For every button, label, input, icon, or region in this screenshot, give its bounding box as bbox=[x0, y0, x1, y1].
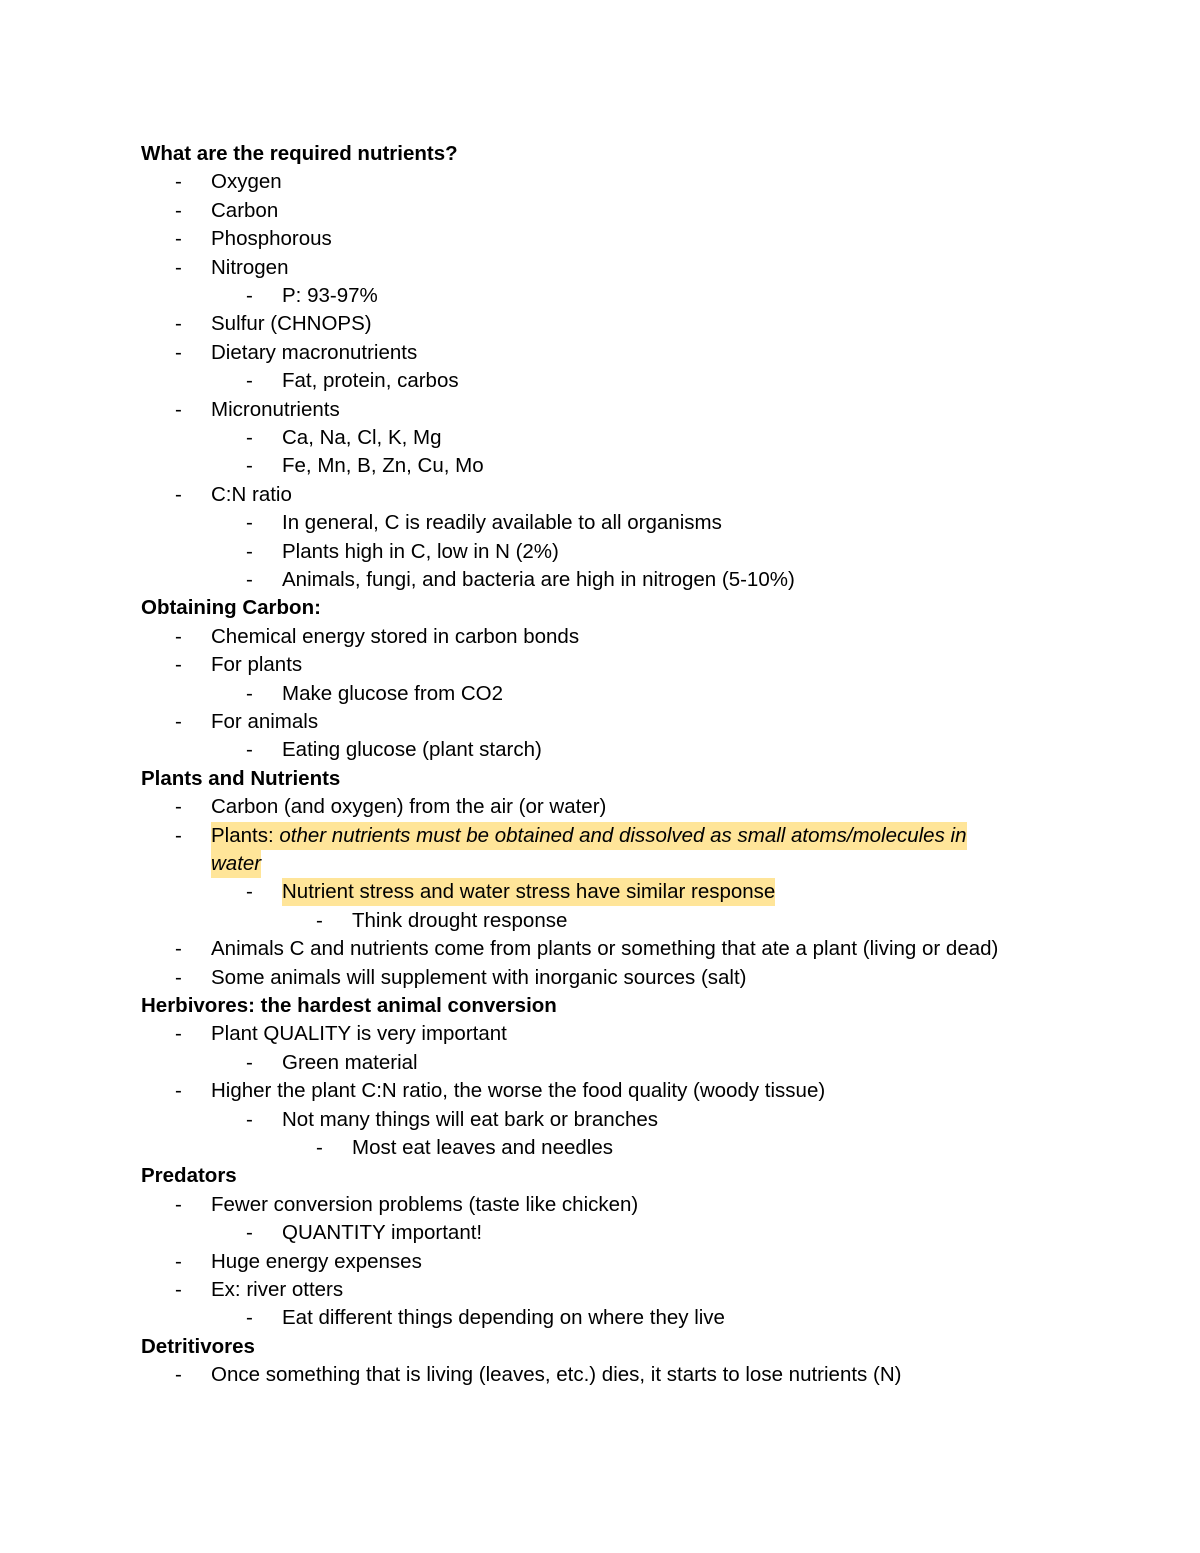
bullet-dash: - bbox=[246, 681, 253, 705]
item-text-wrap bbox=[211, 1191, 638, 1219]
item-text: Some animals will supplement with inorganic sources (salt) bbox=[211, 965, 747, 989]
bullet-dash: - bbox=[246, 738, 253, 762]
bullet-dash: - bbox=[175, 255, 182, 279]
item-text: other nutrients must be obtained and dissolved as small atoms/molecules in bbox=[279, 823, 967, 847]
item-text-wrap bbox=[211, 850, 261, 878]
bullet-dash: - bbox=[175, 823, 182, 847]
item-text: Eat different things depending on where they live bbox=[282, 1306, 725, 1330]
bullet-dash: - bbox=[175, 1192, 182, 1216]
item-text: Ca, Na, Cl, K, Mg bbox=[282, 426, 442, 449]
item-text-wrap bbox=[282, 1049, 418, 1077]
bullet-dash: - bbox=[175, 624, 182, 648]
bullet-dash: - bbox=[246, 284, 253, 307]
item-text: Oxygen bbox=[211, 170, 282, 194]
bullet-dash: - bbox=[175, 397, 182, 421]
item-text-wrap bbox=[211, 708, 318, 736]
item-text-wrap bbox=[211, 935, 998, 963]
item-text: Plant QUALITY is very important bbox=[211, 1022, 507, 1046]
bullet-dash: - bbox=[175, 653, 182, 677]
bullet-dash: - bbox=[175, 1278, 182, 1301]
item-text: Fe, Mn, B, Zn, Cu, Mo bbox=[282, 454, 484, 478]
bullet-dash: - bbox=[175, 227, 182, 251]
item-text: For animals bbox=[211, 710, 319, 733]
bullet-dash: - bbox=[316, 908, 323, 932]
item-text-wrap bbox=[282, 736, 542, 764]
bullet-dash: - bbox=[175, 312, 182, 336]
item-text-wrap bbox=[211, 254, 289, 282]
item-text: Plants high in C, low in N (2%) bbox=[282, 539, 559, 563]
item-text: Fewer conversion problems (taste like chicken) bbox=[211, 1192, 639, 1216]
item-text-wrap bbox=[211, 225, 332, 253]
item-text: Green material bbox=[282, 1050, 418, 1074]
item-text: Once something that is living (leaves, etc.) dies, it starts to lose nutrients (N) bbox=[211, 1363, 902, 1387]
heading-text: Plants and Nutrients bbox=[141, 766, 341, 790]
item-text-wrap bbox=[282, 282, 378, 310]
bullet-dash: - bbox=[246, 1107, 253, 1131]
item-text: In general, C is readily available to all organisms bbox=[282, 511, 722, 535]
item-text-wrap bbox=[211, 1248, 422, 1276]
item-text-wrap bbox=[211, 1077, 825, 1105]
item-text: water bbox=[211, 852, 262, 875]
heading-text: Predators bbox=[141, 1164, 237, 1188]
item-text: Carbon bbox=[211, 198, 279, 222]
bullet-dash: - bbox=[246, 539, 253, 563]
bullet-dash: - bbox=[246, 426, 253, 449]
item-text: Carbon (and oxygen) from the air (or water) bbox=[211, 795, 607, 819]
item-text: QUANTITY important! bbox=[282, 1221, 483, 1245]
item-text: Think drought response bbox=[352, 908, 568, 932]
item-text: Eating glucose (plant starch) bbox=[282, 738, 542, 762]
bullet-dash: - bbox=[175, 937, 182, 961]
item-text-wrap bbox=[211, 1020, 507, 1048]
bullet-dash: - bbox=[246, 1221, 253, 1245]
item-text: Nitrogen bbox=[211, 255, 289, 279]
bullet-dash: - bbox=[175, 1363, 182, 1387]
item-text-wrap bbox=[211, 310, 372, 338]
item-text-wrap bbox=[211, 339, 417, 367]
bullet-dash: - bbox=[175, 965, 182, 989]
item-text-wrap bbox=[211, 793, 606, 821]
item-text: Ex: river otters bbox=[211, 1278, 344, 1301]
item-text-wrap bbox=[282, 566, 795, 594]
bullet-dash: - bbox=[175, 340, 182, 364]
item-text: Dietary macronutrients bbox=[211, 340, 418, 364]
item-text-wrap bbox=[282, 1304, 725, 1332]
item-text: C:N ratio bbox=[211, 482, 292, 506]
item-text-wrap bbox=[282, 878, 775, 906]
item-text-wrap bbox=[282, 538, 559, 566]
item-text: Most eat leaves and needles bbox=[352, 1136, 613, 1159]
heading-text: Obtaining Carbon: bbox=[141, 596, 321, 620]
item-text-wrap bbox=[282, 452, 484, 480]
item-text: Not many things will eat bark or branches bbox=[282, 1107, 659, 1131]
item-text: For plants bbox=[211, 653, 303, 677]
bullet-dash: - bbox=[175, 710, 182, 733]
item-text-wrap bbox=[352, 1134, 613, 1162]
item-text-wrap bbox=[211, 481, 292, 509]
item-text-wrap bbox=[211, 1361, 901, 1389]
item-text-wrap bbox=[211, 168, 282, 196]
bullet-dash: - bbox=[175, 170, 182, 194]
bullet-dash: - bbox=[175, 1249, 182, 1273]
bullet-dash: - bbox=[246, 1306, 253, 1330]
item-text-wrap bbox=[352, 907, 567, 935]
item-text: Make glucose from CO2 bbox=[282, 681, 504, 705]
item-text-wrap bbox=[282, 509, 722, 537]
item-text-wrap bbox=[211, 822, 967, 850]
item-text: Sulfur (CHNOPS) bbox=[211, 312, 372, 336]
item-text: Animals, fungi, and bacteria are high in nitrogen (5-10%) bbox=[282, 568, 795, 591]
bullet-dash: - bbox=[246, 369, 253, 393]
bullet-dash: - bbox=[246, 880, 253, 904]
item-text: Huge energy expenses bbox=[211, 1249, 422, 1273]
item-text-wrap bbox=[211, 651, 302, 679]
item-text: Phosphorous bbox=[211, 227, 332, 251]
item-text-wrap bbox=[211, 964, 747, 992]
item-text: P: 93-97% bbox=[282, 284, 378, 307]
item-text: Nutrient stress and water stress have similar response bbox=[282, 880, 776, 904]
item-text-wrap bbox=[211, 1276, 343, 1304]
item-text-wrap bbox=[282, 367, 459, 395]
item-text: Chemical energy stored in carbon bonds bbox=[211, 624, 580, 648]
bullet-dash: - bbox=[175, 1079, 182, 1103]
bullet-dash: - bbox=[246, 511, 253, 535]
item-text: Higher the plant C:N ratio, the worse the food quality (woody tissue) bbox=[211, 1079, 826, 1103]
bullet-dash: - bbox=[175, 1022, 182, 1046]
item-text-wrap bbox=[282, 1219, 482, 1247]
item-text: Micronutrients bbox=[211, 397, 340, 421]
item-text-wrap bbox=[282, 680, 503, 708]
item-text-wrap bbox=[282, 1106, 658, 1134]
bullet-dash: - bbox=[316, 1136, 323, 1159]
heading-text: What are the required nutrients? bbox=[141, 142, 458, 165]
heading-text: Herbivores: the hardest animal conversion bbox=[141, 994, 557, 1017]
item-text-wrap bbox=[211, 197, 278, 225]
item-text: Fat, protein, carbos bbox=[282, 369, 459, 393]
item-text-wrap bbox=[211, 396, 340, 424]
item-text: Animals C and nutrients come from plants or something that ate a plant (living or dead) bbox=[211, 937, 999, 961]
item-prefix: Plants: bbox=[211, 823, 280, 847]
bullet-dash: - bbox=[246, 1050, 253, 1074]
bullet-dash: - bbox=[175, 482, 182, 506]
bullet-dash: - bbox=[246, 454, 253, 478]
bullet-dash: - bbox=[246, 568, 253, 591]
heading-text: Detritivores bbox=[141, 1334, 255, 1358]
item-text-wrap bbox=[211, 623, 579, 651]
item-text-wrap bbox=[282, 424, 442, 452]
bullet-dash: - bbox=[175, 795, 182, 819]
bullet-dash: - bbox=[175, 198, 182, 222]
